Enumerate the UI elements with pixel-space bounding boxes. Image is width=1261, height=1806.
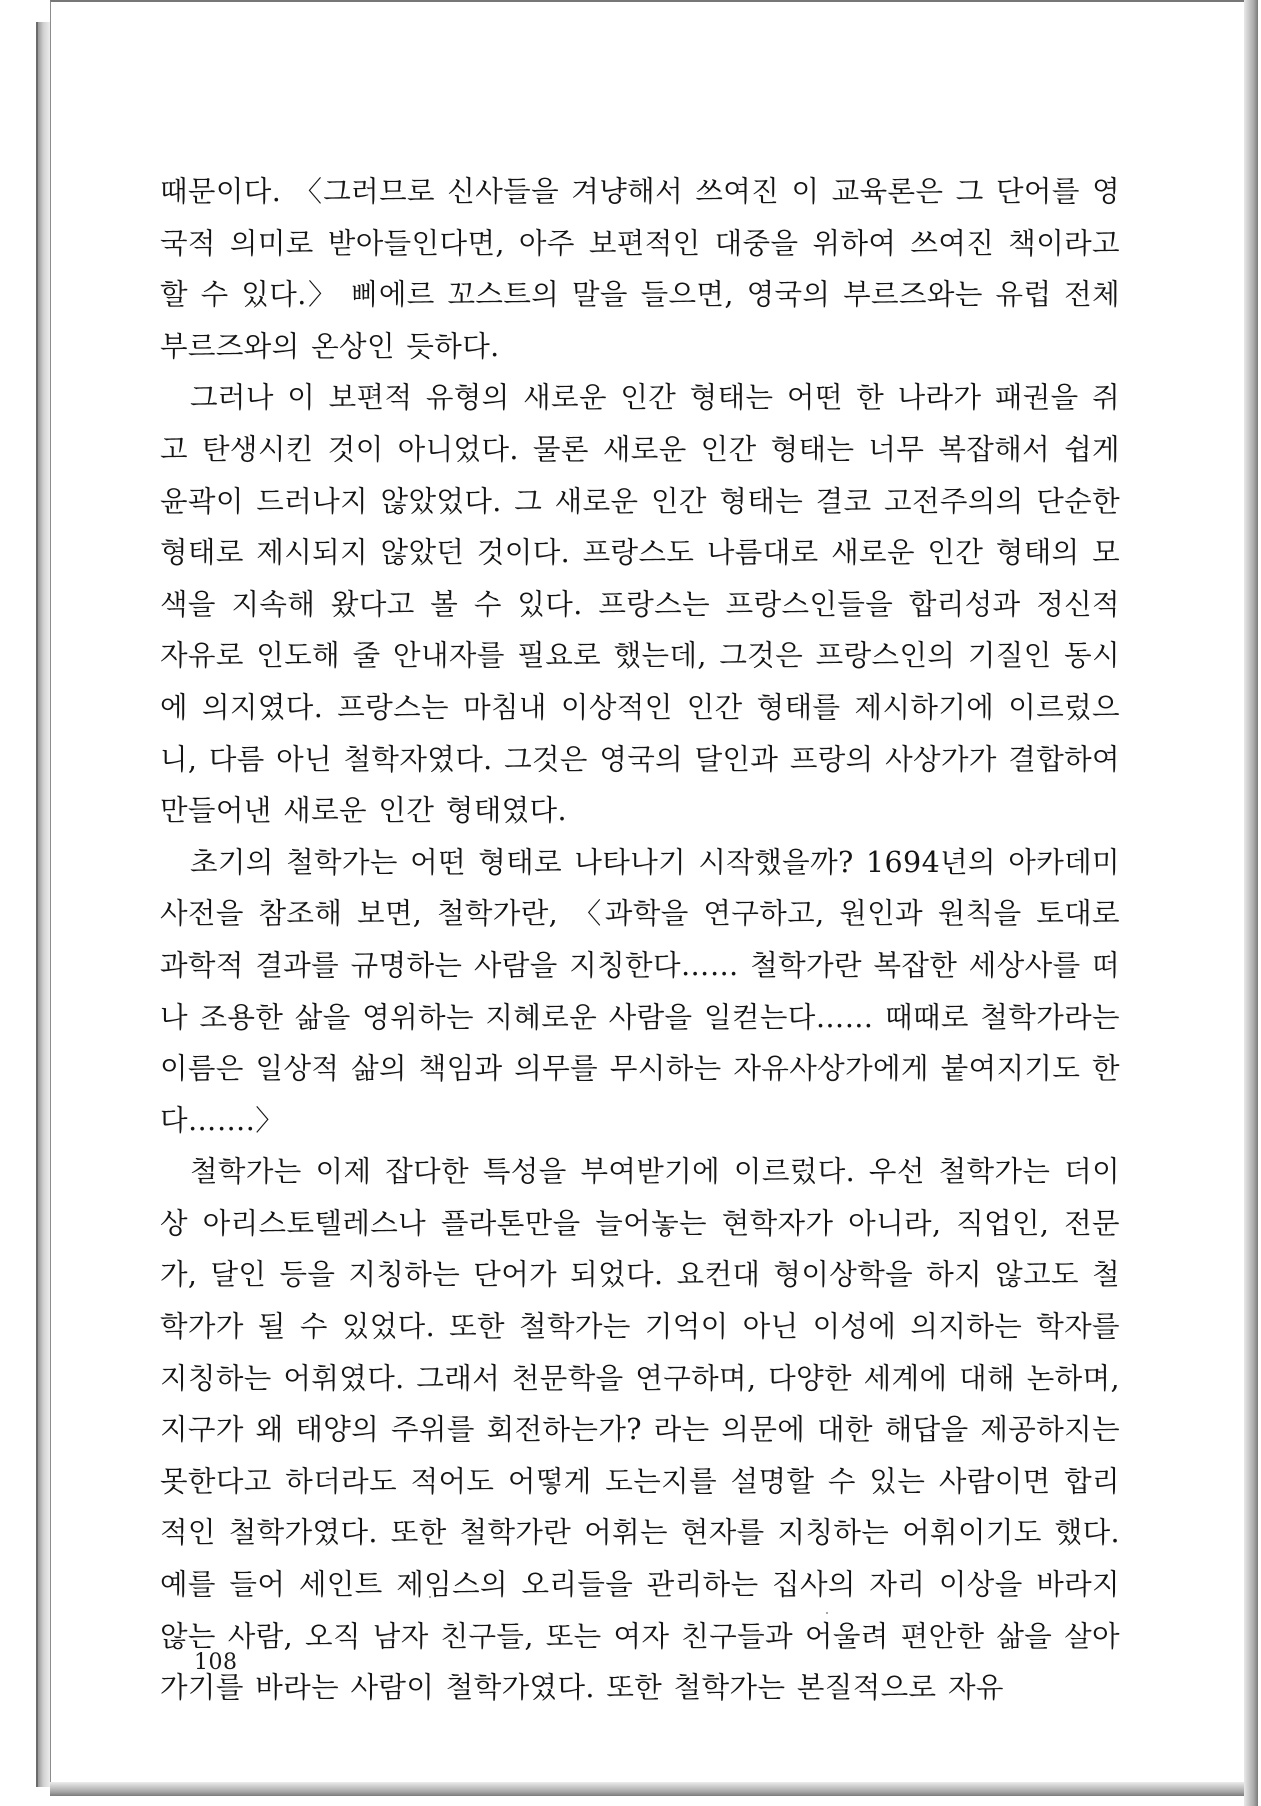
page-stack-bottom-edge: [50, 1782, 1244, 1796]
paragraph: 때문이다. 〈그러므로 신사들을 겨냥해서 쓰여진 이 교육론은 그 단어를 영국적 의미로 받아들인다면, 아주 보편적인 대중을 위하여 쓰여진 책이라고 할 수 있다.〉 삐에르 꼬스트의 말을 들으면, 영국의 부르즈와는 유럽 전체 부르즈와의 온상인 듯하다.: [160, 175, 1120, 363]
page-stack-right-edge: [1244, 0, 1258, 1806]
paragraph: 철학가는 이제 잡다한 특성을 부여받기에 이르렀다. 우선 철학가는 더이상 아리스토텔레스나 플라톤만을 늘어놓는 현학자가 아니라, 직업인, 전문가, 달인 등을 지칭하는 단어가 되었다. 요컨대 형이상학을 하지 않고도 철학가가 될 수 있었다. 또한 철학가는 기억이 아닌 이성에 의지하는 학자를 지칭하는 어휘였다. 그래서 천문학을 연구하며, 다양한 세계에 대해 논하며, 지구가 왜 태양의 주위를 회전하는가? 라는 의문에 대한 해답을 제공하지는 못한다고 하더라도 적어도 어떻게 도는지를 설명할 수 있는 사람이면 합리적인 철학가였다. 또한 철학가란 어휘는 현자를 지칭하는 어휘이기도 했다. 예를 들어 세인트 제임스의 오리들을 관리하는 집사의 자리 이상을 바라지 않는 사람, 오직 남자 친구들, 또는 여자 친구들과 어울려 편안한 삶을 살아가기를 바라는 사람이 철학가였다. 또한 철학가는 본질적으로 자유: [160, 1155, 1120, 1705]
paragraph: 초기의 철학가는 어떤 형태로 나타나기 시작했을까? 1694년의 아카데미 사전을 참조해 보면, 철학가란, 〈과학을 연구하고, 원인과 원칙을 토대로 과학적 결과를 규명하는 사람을 지칭한다…… 철학가란 복잡한 세상사를 떠나 조용한 삶을 영위하는 지혜로운 사람을 일컫는다…… 때때로 철학가라는 이름은 일상적 삶의 책임과 의무를 무시하는 자유사상가에게 붙여지기도 한다…….〉: [160, 845, 1120, 1137]
page-number: 108: [194, 1650, 238, 1675]
paragraph: 그러나 이 보편적 유형의 새로운 인간 형태는 어떤 한 나라가 패권을 쥐고 탄생시킨 것이 아니었다. 물론 새로운 인간 형태는 너무 복잡해서 쉽게 윤곽이 드러나지 않았었다. 그 새로운 인간 형태는 결코 고전주의의 단순한 형태로 제시되지 않았던 것이다. 프랑스도 나름대로 새로운 인간 형태의 모색을 지속해 왔다고 볼 수 있다. 프랑스는 프랑스인들을 합리성과 정신적 자유로 인도해 줄 안내자를 필요로 했는데, 그것은 프랑스인의 기질인 동시에 의지였다. 프랑스는 마침내 이상적인 인간 형태를 제시하기에 이르렀으니, 다름 아닌 철학자였다. 그것은 영국의 달인과 프랑의 사상가가 결합하여 만들어낸 새로운 인간 형태였다.: [160, 381, 1120, 828]
body-text: [160, 166, 1120, 1714]
